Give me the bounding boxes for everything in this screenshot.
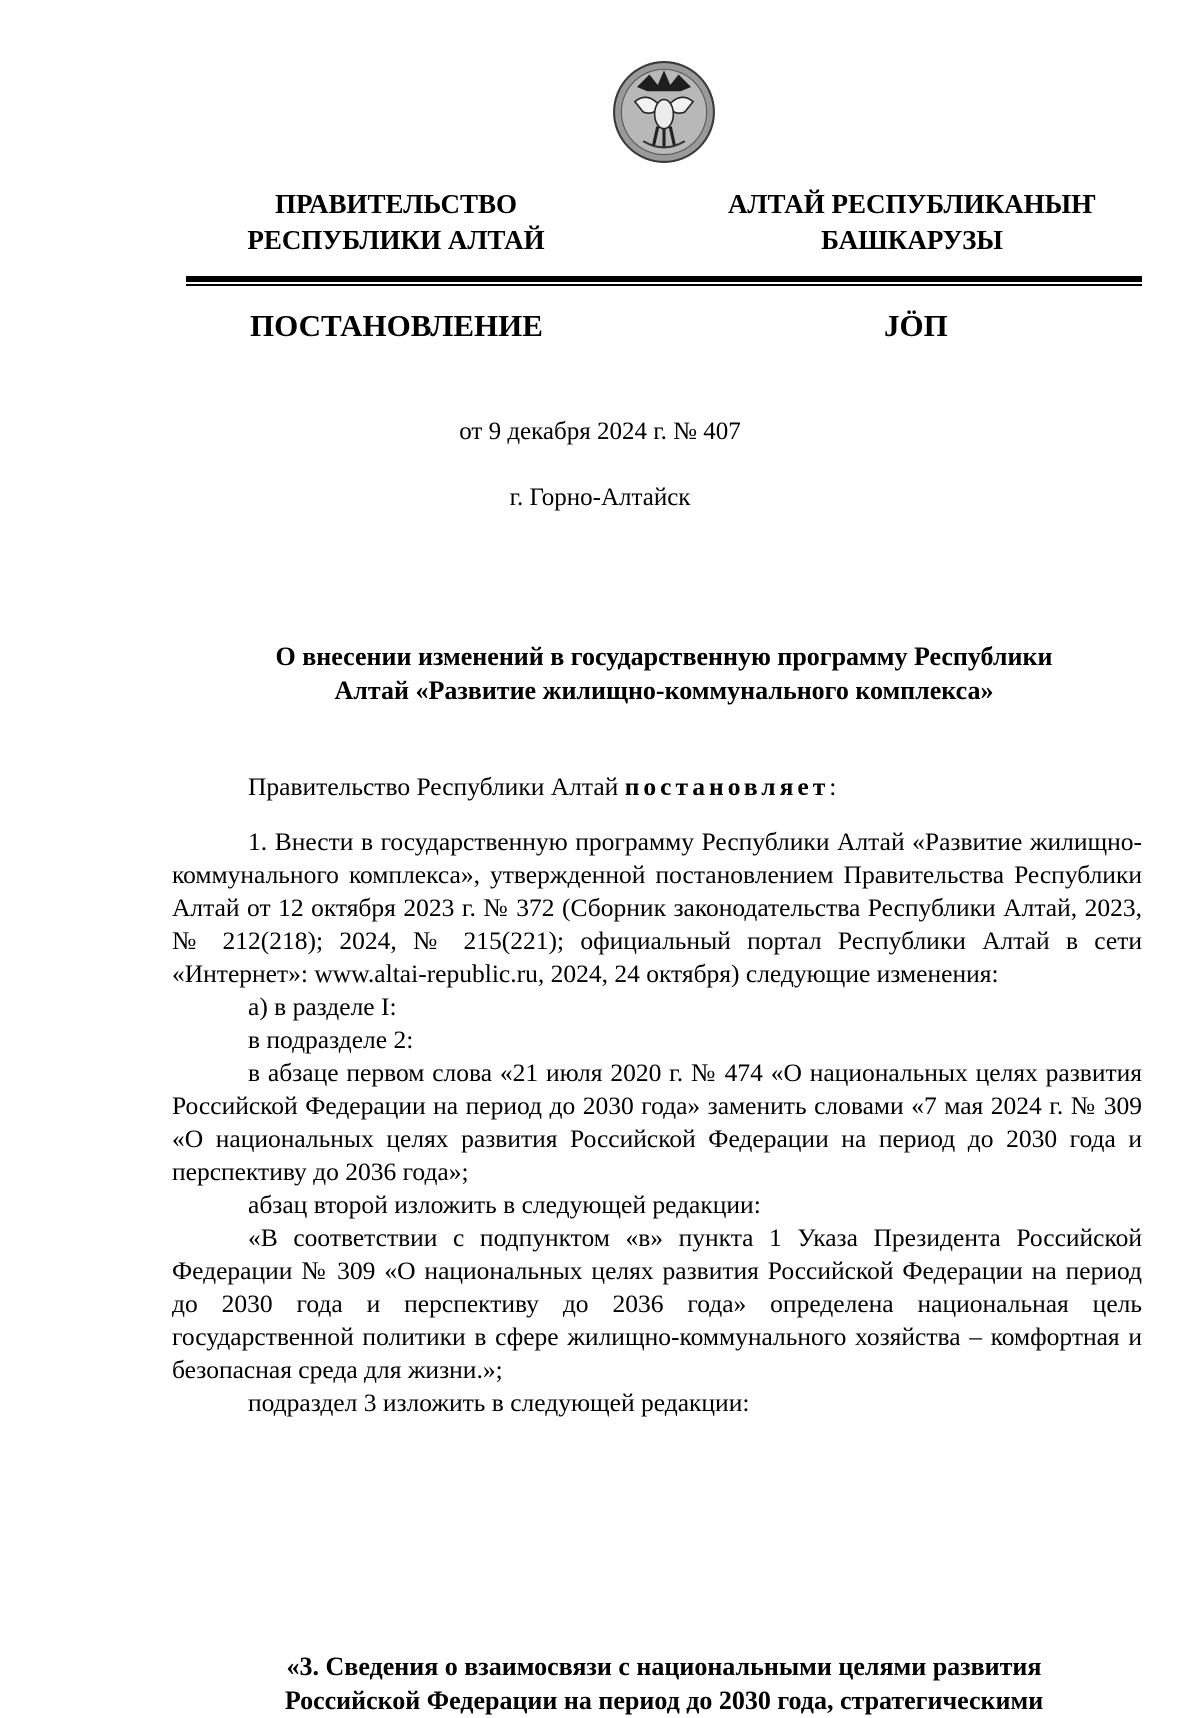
- paragraph-6: «В соответствии с подпунктом «в» пункта 1 Указа Президента Российской Федерации № 309 «О национальных целях развития Российской Федерации на период до 2030 года и перспективу до 2036 года» определена национальная цель государственной политики в сфере жилищно-коммунального хозяйства – комфортная и безопасная среда для жизни.»;: [172, 1223, 1142, 1384]
- decree-city: г. Горно-Алтайск: [509, 484, 691, 511]
- paragraph-2: а) в разделе I:: [248, 992, 397, 1021]
- header-divider-thick: [186, 276, 1142, 282]
- preamble-resolves: постановляет: [624, 772, 830, 801]
- decree-label-russian: ПОСТАНОВЛЕНИЕ: [250, 308, 543, 343]
- paragraph-1: 1. Внести в государственную программу Республики Алтай «Развитие жилищно-коммунального комплекса», утвержденной постановлением Правительства Республики Алтай от 12 октября 2023 г. № 372 (Сборник законодательства Республики Алтай, 2023, № 212(218); 2024, № 215(221); официальный портал Республики Алтай в сети «Интернет»: www.altai-republic.ru, 2024, 24 октября) следующие изменения:: [172, 827, 1142, 988]
- document-body: [172, 770, 1142, 1419]
- preamble: [172, 770, 1142, 803]
- subsection-title-line2: Российской Федерации на период до 2030 года, стратегическими: [284, 1686, 1044, 1715]
- altai-coat-of-arms-icon: [612, 60, 716, 164]
- preamble-colon: :: [829, 772, 837, 801]
- decree-label-altai: JӦП: [884, 308, 948, 343]
- header-right-line1: АЛТАЙ РЕСПУБЛИКАНЫҤ: [727, 189, 1097, 219]
- document-title-line2: Алтай «Развитие жилищно-коммунального комплекса»: [334, 676, 994, 705]
- header-right-line2: БАШКАРУЗЫ: [821, 225, 1003, 255]
- document-title: [186, 640, 1142, 708]
- paragraph-4: в абзаце первом слова «21 июля 2020 г. № 474 «О национальных целях развития Российской Федерации на период до 2030 года» заменить словами «7 мая 2024 г. № 309 «О национальных целях развития Российской Федерации на период до 2030 года и перспективу до 2036 года»;: [172, 1058, 1142, 1186]
- paragraph-3: в подразделе 2:: [248, 1025, 414, 1054]
- paragraph-5: абзац второй изложить в следующей редакции:: [248, 1190, 761, 1219]
- decree-date-number: от 9 декабря 2024 г. № 407: [459, 418, 741, 445]
- header-left-line2: РЕСПУБЛИКИ АЛТАЙ: [247, 225, 545, 255]
- header-left-line1: ПРАВИТЕЛЬСТВО: [274, 189, 518, 219]
- header-divider-thin: [186, 284, 1142, 286]
- subsection-title-line1: «3. Сведения о взаимосвязи с национальными целями развития: [286, 1652, 1042, 1681]
- subsection-title: [186, 1650, 1142, 1718]
- document-title-line1: О внесении изменений в государственную программу Республики: [275, 642, 1053, 671]
- government-name-russian: [186, 186, 606, 258]
- government-name-altai: [702, 186, 1122, 258]
- preamble-text: Правительство Республики Алтай: [248, 772, 625, 801]
- paragraph-7: подраздел 3 изложить в следующей редакции:: [248, 1388, 750, 1417]
